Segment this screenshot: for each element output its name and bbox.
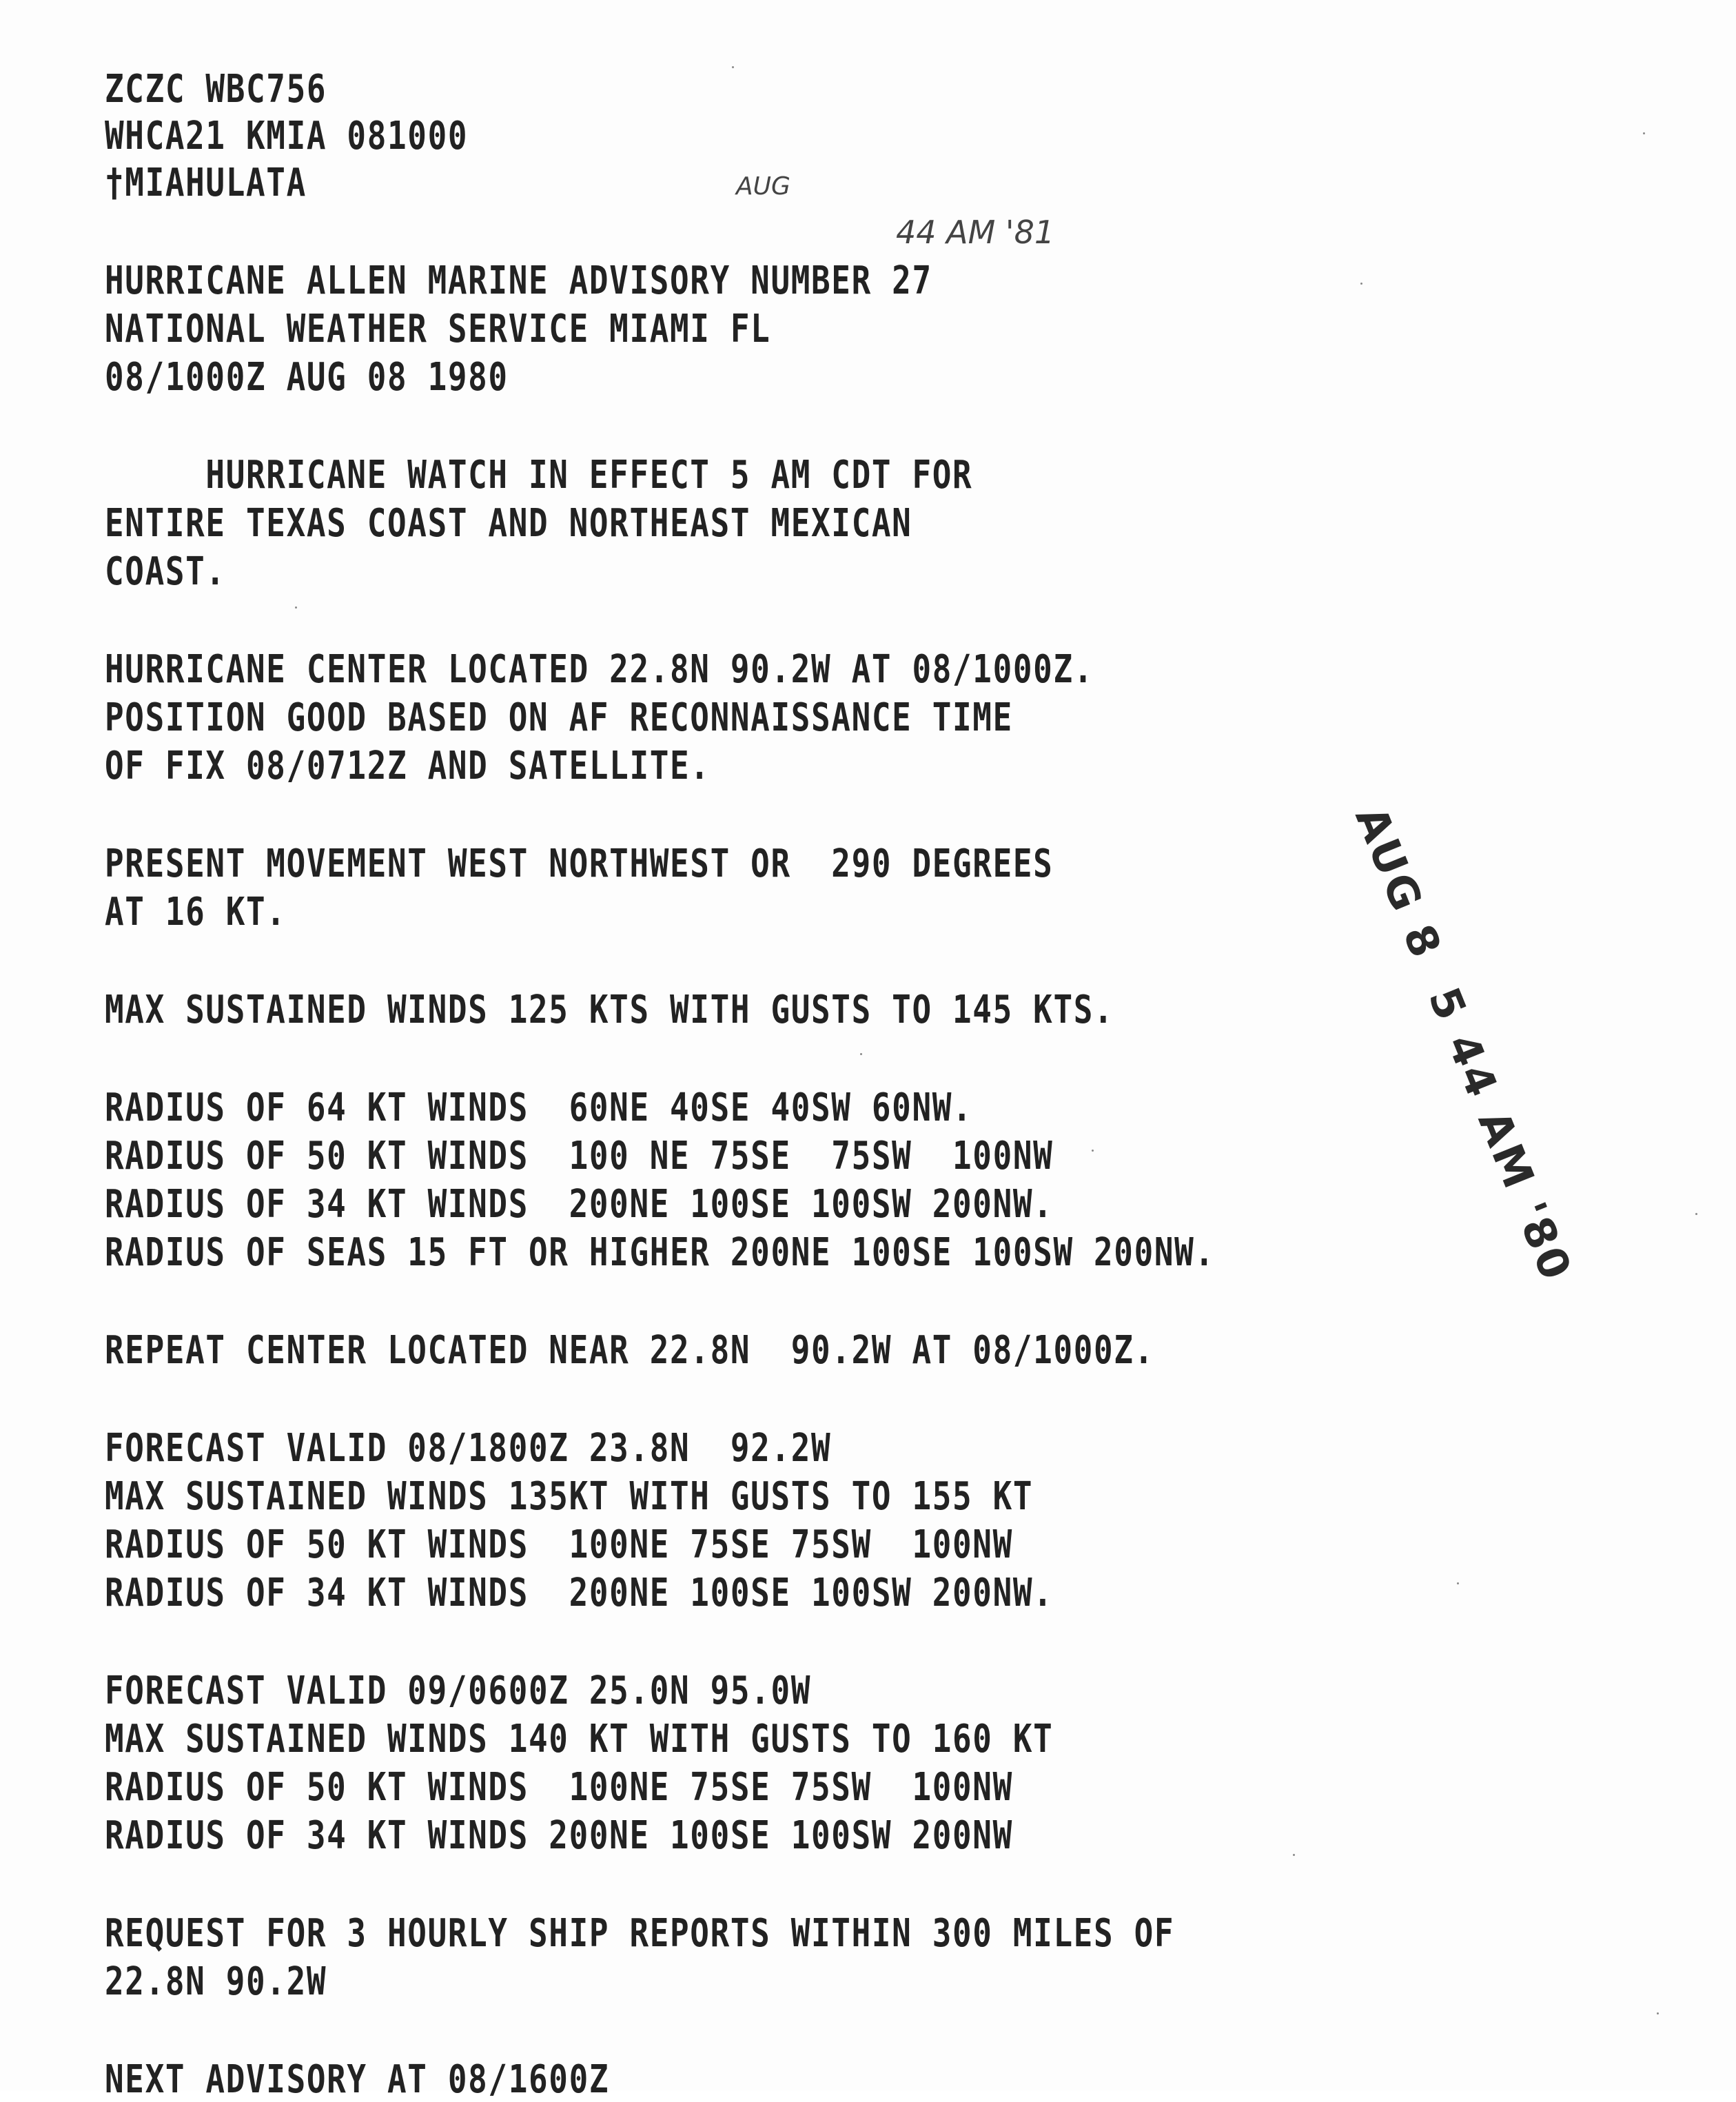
scan-speck bbox=[860, 1053, 862, 1055]
forecast2-line-1: FORECAST VALID 09/0600Z 25.0N 95.0W bbox=[105, 1669, 812, 1713]
forecast2-line-4: RADIUS OF 34 KT WINDS 200NE 100SE 100SW 200NW bbox=[105, 1813, 1013, 1858]
scan-speck bbox=[1293, 1854, 1295, 1856]
scan-speck bbox=[1092, 1150, 1094, 1152]
received-stamp-rotated: AUG 8 5 44 AM '80 bbox=[1345, 799, 1582, 1289]
request-line-2: 22.8N 90.2W bbox=[105, 1959, 327, 2004]
forecast2-line-3: RADIUS OF 50 KT WINDS 100NE 75SE 75SW 100NW bbox=[105, 1765, 1013, 1810]
forecast2-line-2: MAX SUSTAINED WINDS 140 KT WITH GUSTS TO 160 KT bbox=[105, 1717, 1054, 1762]
radius-line-2: RADIUS OF 50 KT WINDS 100 NE 75SE 75SW 100NW bbox=[105, 1134, 1054, 1178]
scan-speck bbox=[1695, 1213, 1697, 1215]
center-line-3: OF FIX 08/0712Z AND SATELLITE. bbox=[105, 744, 711, 788]
forecast1-line-4: RADIUS OF 34 KT WINDS 200NE 100SE 100SW 200NW. bbox=[105, 1571, 1054, 1615]
watch-line-3: COAST. bbox=[105, 549, 226, 594]
watch-line-2: ENTIRE TEXAS COAST AND NORTHEAST MEXICAN bbox=[105, 501, 912, 546]
winds-line-1: MAX SUSTAINED WINDS 125 KTS WITH GUSTS TO 145 KTS. bbox=[105, 988, 1114, 1032]
scan-speck bbox=[1360, 283, 1362, 285]
scan-speck bbox=[1657, 2012, 1659, 2014]
header-line-2: WHCA21 KMIA 081000 bbox=[105, 114, 469, 159]
header-line-3: †MIAHULATA bbox=[105, 161, 307, 205]
movement-line-2: AT 16 KT. bbox=[105, 890, 287, 935]
received-stamp-month: AUG bbox=[736, 172, 790, 201]
forecast1-line-1: FORECAST VALID 08/1800Z 23.8N 92.2W bbox=[105, 1426, 832, 1471]
repeat-line-1: REPEAT CENTER LOCATED NEAR 22.8N 90.2W AT 08/1000Z. bbox=[105, 1328, 1154, 1373]
request-line-1: REQUEST FOR 3 HOURLY SHIP REPORTS WITHIN 300 MILES OF bbox=[105, 1911, 1175, 1956]
next-advisory-line: NEXT ADVISORY AT 08/1600Z bbox=[105, 2057, 610, 2102]
scan-speck bbox=[1643, 132, 1645, 134]
watch-line-1: HURRICANE WATCH IN EFFECT 5 AM CDT FOR bbox=[105, 453, 973, 498]
radius-line-1: RADIUS OF 64 KT WINDS 60NE 40SE 40SW 60NW. bbox=[105, 1085, 973, 1130]
forecast1-line-3: RADIUS OF 50 KT WINDS 100NE 75SE 75SW 100NW bbox=[105, 1522, 1013, 1567]
radius-line-3: RADIUS OF 34 KT WINDS 200NE 100SE 100SW 200NW. bbox=[105, 1182, 1054, 1227]
scan-speck bbox=[1457, 1582, 1459, 1584]
center-line-1: HURRICANE CENTER LOCATED 22.8N 90.2W AT 08/1000Z. bbox=[105, 647, 1094, 692]
forecast1-line-2: MAX SUSTAINED WINDS 135KT WITH GUSTS TO 155 KT bbox=[105, 1474, 1034, 1519]
header-line-1: ZCZC WBC756 bbox=[105, 67, 327, 112]
title-line-1: HURRICANE ALLEN MARINE ADVISORY NUMBER 27 bbox=[105, 258, 932, 303]
title-line-2: NATIONAL WEATHER SERVICE MIAMI FL bbox=[105, 307, 771, 351]
center-line-2: POSITION GOOD BASED ON AF RECONNAISSANCE TIME bbox=[105, 695, 1013, 740]
movement-line-1: PRESENT MOVEMENT WEST NORTHWEST OR 290 DEGREES bbox=[105, 841, 1054, 886]
scan-speck bbox=[732, 66, 734, 68]
received-stamp-time: 44 AM '81 bbox=[896, 214, 1055, 251]
scan-speck bbox=[295, 606, 297, 609]
radius-line-4: RADIUS OF SEAS 15 FT OR HIGHER 200NE 100SE 100SW 200NW. bbox=[105, 1230, 1215, 1275]
title-line-3: 08/1000Z AUG 08 1980 bbox=[105, 355, 509, 400]
